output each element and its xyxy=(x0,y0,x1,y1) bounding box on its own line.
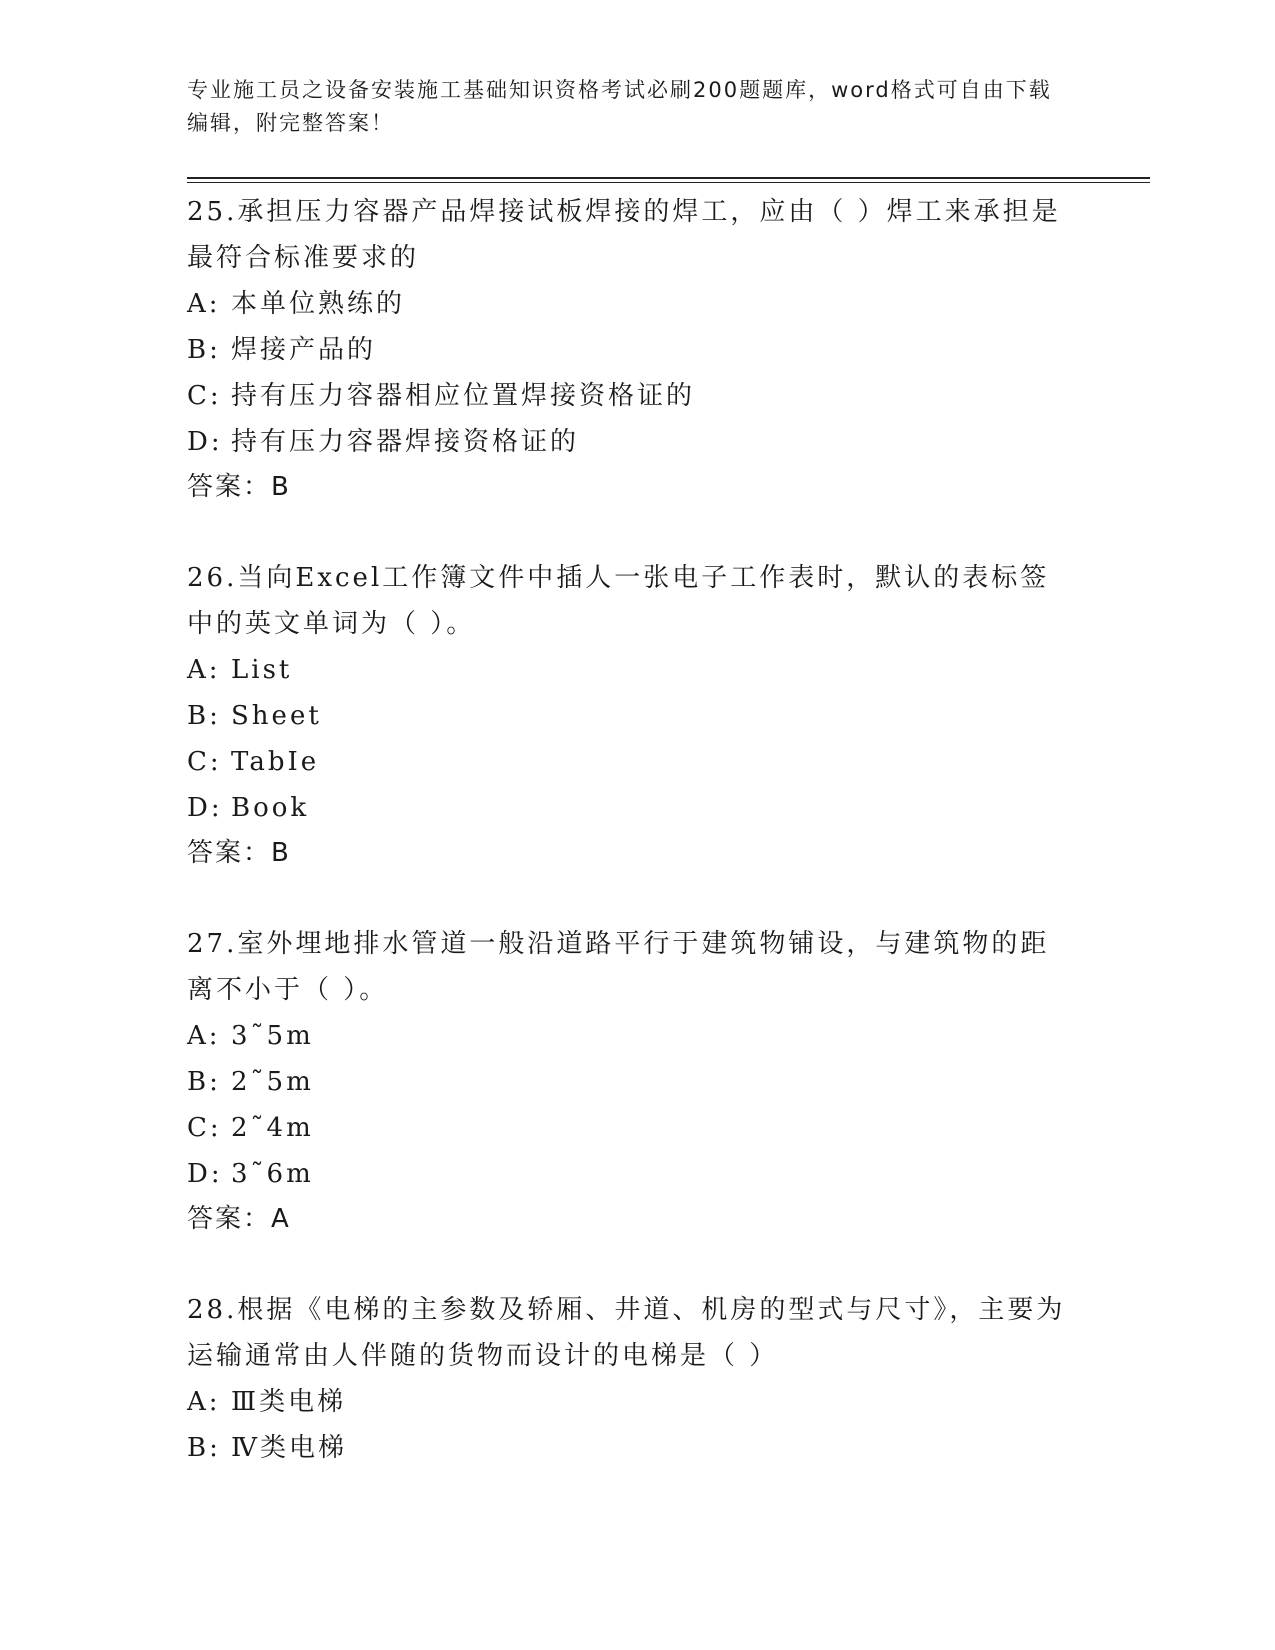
option-key: A: xyxy=(187,1387,221,1417)
option-text: 持有压力容器相应位置焊接资格证的 xyxy=(231,381,696,411)
option-text: Ⅲ类电梯 xyxy=(231,1387,347,1417)
option-a xyxy=(187,1013,1087,1059)
document-page xyxy=(187,0,1147,1650)
option-d xyxy=(187,1151,1087,1197)
answer-line: 答案：A xyxy=(187,1204,291,1234)
document-header: 专业施工员之设备安装施工基础知识资格考试必刷200题题库，word格式可自由下载编辑，附完整答案！ xyxy=(187,78,1052,135)
option-d xyxy=(187,785,1087,831)
answer-line: 答案：B xyxy=(187,472,291,502)
option-c xyxy=(187,1105,1087,1151)
option-b xyxy=(187,1425,1087,1471)
option-key: D: xyxy=(187,1159,223,1189)
option-d xyxy=(187,419,1087,465)
option-a xyxy=(187,281,1087,327)
option-key: C: xyxy=(187,1113,222,1143)
option-text: Sheet xyxy=(231,701,322,731)
option-key: A: xyxy=(187,655,221,685)
option-key: B: xyxy=(187,1433,221,1463)
question-list xyxy=(187,189,1087,1517)
option-text: Book xyxy=(231,793,310,823)
answer-line: 答案：B xyxy=(187,838,291,868)
option-b xyxy=(187,693,1087,739)
option-c xyxy=(187,739,1087,785)
option-b xyxy=(187,1059,1087,1105)
option-key: B: xyxy=(187,335,221,365)
option-a xyxy=(187,647,1087,693)
option-text: List xyxy=(231,655,293,685)
option-key: A: xyxy=(187,1021,221,1051)
option-a xyxy=(187,1379,1087,1425)
question-text: 27.室外埋地排水管道一般沿道路平行于建筑物铺设，与建筑物的距离不小于（ ）。 xyxy=(187,929,1050,1005)
option-text: Ⅳ类电梯 xyxy=(231,1433,347,1463)
question-text: 26.当向Excel工作簿文件中插人一张电子工作表时，默认的表标签中的英文单词为（ ）。 xyxy=(187,563,1050,639)
question-text: 25.承担压力容器产品焊接试板焊接的焊工，应由（ ）焊工来承担是最符合标准要求的 xyxy=(187,197,1061,273)
option-key: C: xyxy=(187,381,222,411)
option-text: 持有压力容器焊接资格证的 xyxy=(231,427,580,457)
question-text: 28.根据《电梯的主参数及轿厢、井道、机房的型式与尺寸》，主要为运输通常由人伴随的货物而设计的电梯是（ ） xyxy=(187,1295,1066,1371)
question-28 xyxy=(187,1287,1087,1471)
header-divider-thick xyxy=(187,177,1150,179)
option-c xyxy=(187,373,1087,419)
option-text: 焊接产品的 xyxy=(231,335,377,365)
option-text: 3˜5m xyxy=(231,1021,314,1051)
option-text: 本单位熟练的 xyxy=(231,289,406,319)
option-text: TabIe xyxy=(231,747,320,777)
option-key: D: xyxy=(187,793,223,823)
option-key: B: xyxy=(187,1067,221,1097)
option-key: B: xyxy=(187,701,221,731)
header-divider-thin xyxy=(187,182,1150,183)
option-text: 2˜5m xyxy=(231,1067,314,1097)
question-27 xyxy=(187,921,1087,1241)
question-25 xyxy=(187,189,1087,509)
option-text: 3˜6m xyxy=(231,1159,314,1189)
option-text: 2˜4m xyxy=(231,1113,314,1143)
option-b xyxy=(187,327,1087,373)
option-key: C: xyxy=(187,747,222,777)
option-key: A: xyxy=(187,289,221,319)
option-key: D: xyxy=(187,427,223,457)
question-26 xyxy=(187,555,1087,875)
